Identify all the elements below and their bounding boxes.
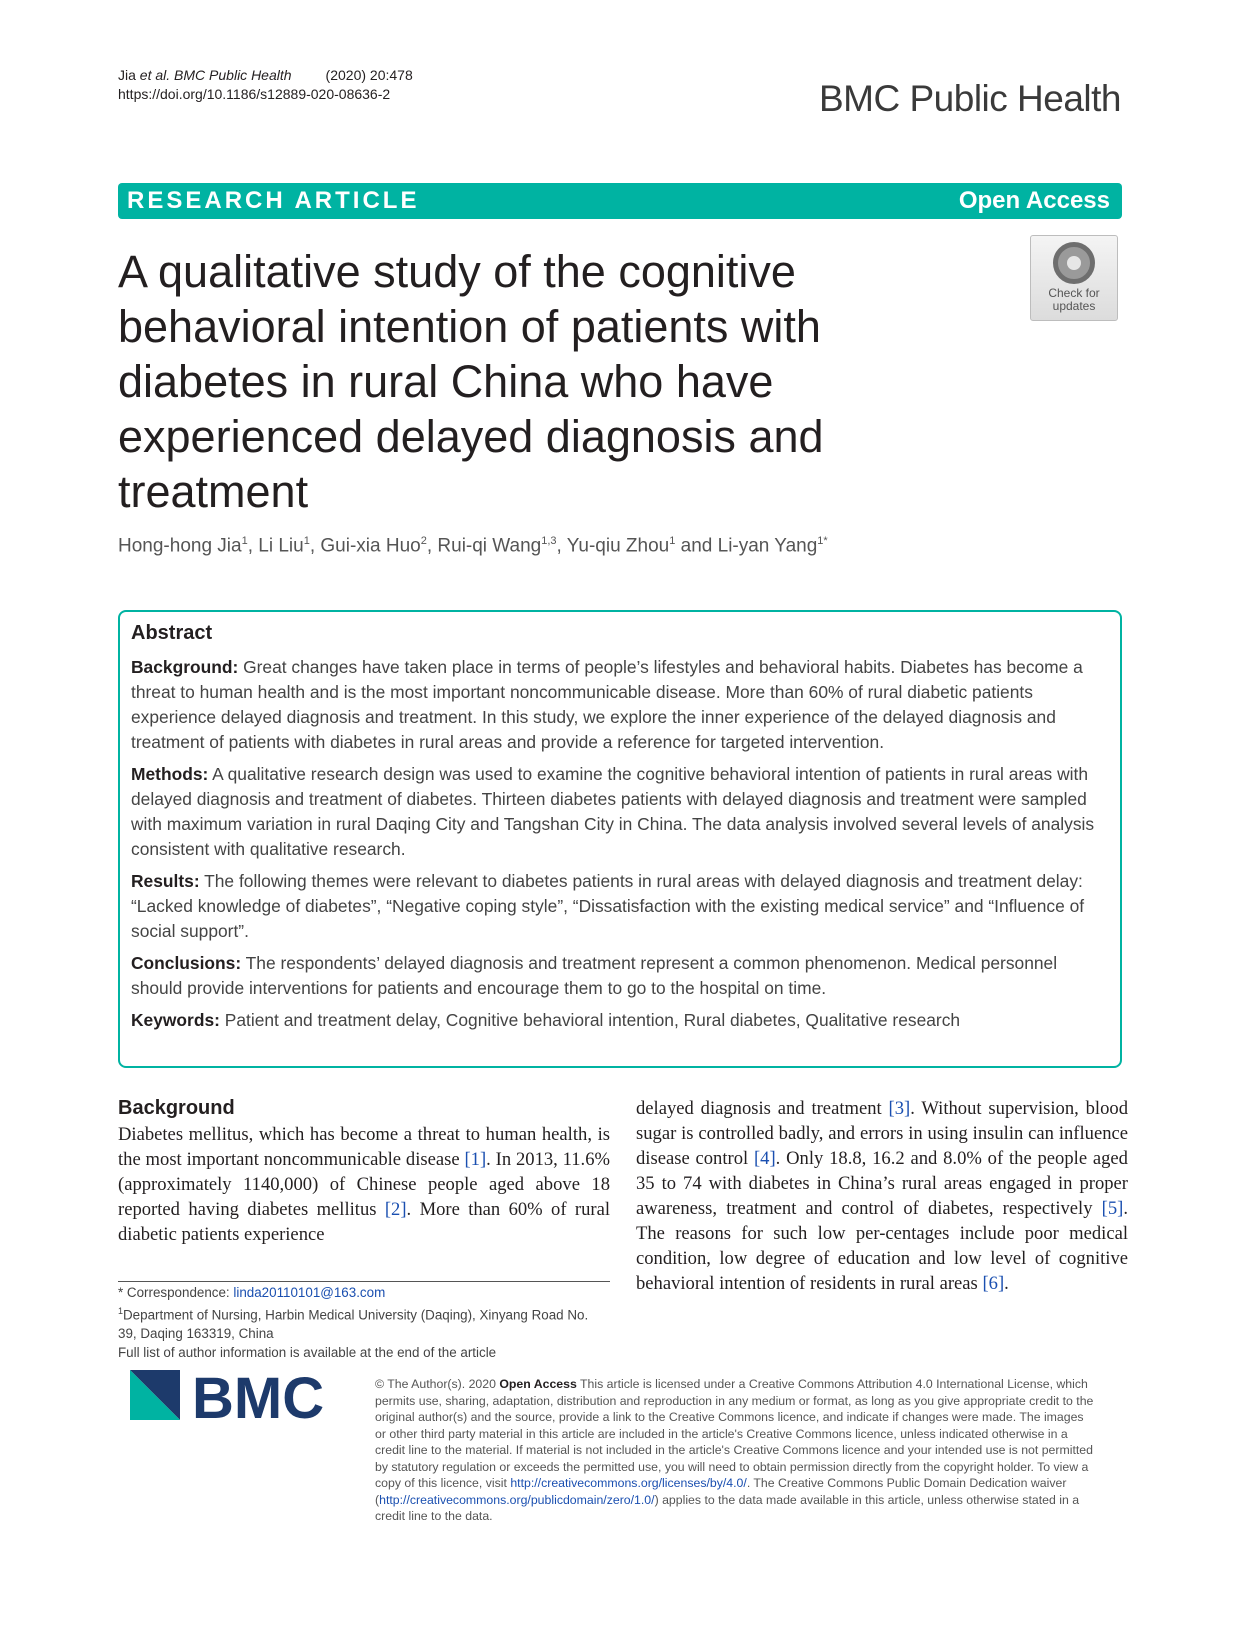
abstract-background [131,655,1109,755]
affiliation-number: 1 [118,1306,124,1316]
author-name: Li-yan Yang [717,535,818,557]
article-title: A qualitative study of the cognitive behavioral intention of patients with diabetes in rural China who have experienced delayed diagnosis and treatment [118,246,824,517]
abstract-section-text: The respondents’ delayed diagnosis and treatment represent a common phenomenon. Medical personnel should provide interventions for patients and encourage them to go to the hospital on time. [131,953,1058,998]
citation-ref-link[interactable]: [6] [982,1273,1005,1294]
author-affiliation: 1* [817,535,828,547]
author-affiliation: 1 [669,535,676,547]
body-text-run: . The reasons for such low per-centages include poor medical condition, low degree of education and low level of cognitive behavioral intention of residents in rural areas [636,1198,1128,1294]
license-copyright: © The Author(s). 2020 [375,1377,500,1391]
author-name: Yu-qiu Zhou [566,535,670,557]
body-text-run: Diabetes mellitus, which has become a threat to human health, is the most important noncommunicable disease [118,1124,610,1170]
footnotes [118,1283,610,1362]
author-name: Gui-xia Huo [320,535,421,557]
abstract-section-label: Background: [131,657,239,677]
author-affiliation: 1 [303,535,310,547]
license-text-3: ) applies to the data made available in this article, unless otherwise stated in a credit line to the data. [375,1492,1080,1523]
citation-ref-link[interactable]: [1] [464,1149,487,1170]
author-list [118,535,828,557]
correspondence-label: * Correspondence: [118,1285,234,1300]
author-separator: , [247,535,259,557]
article-type-banner [118,183,1122,219]
abstract-section-label: Results: [131,871,200,891]
body-text-run: . Only 18.8, 16.2 and 8.0% of the people aged 35 to 74 with diabetes in China’s rural areas engaged in proper awareness, treatment and control of diabetes, respectively [636,1148,1128,1219]
body-column-right [636,1096,1128,1296]
abstract-section-label: Keywords: [131,1010,220,1030]
abstract-section-text: A qualitative research design was used to examine the cognitive behavioral intention of patients in rural areas with delayed diagnosis and treatment of diabetes. Thirteen diabetes patients with delayed diagnosis and treatment were sampled with maximum variation in rural Daqing City and Tangshan City in China. The data analysis involved several levels of analysis consistent with qualitative research. [131,764,1095,859]
abstract-section-text: Great changes have taken place in terms of people’s lifestyles and behavioral habits. Diabetes has become a threat to human health and is the most important noncommunicable disease. More than 60% of rural diabetic patients experience delayed diagnosis and treatment. In this study, we explore the inner experience of the delayed diagnosis and treatment of patients with diabetes in rural areas and provide a reference for targeted intervention. [131,657,1083,752]
citation-ref-link[interactable]: [2] [384,1199,407,1220]
check-for-updates-line1: Check for [1048,286,1100,300]
license-text-2: . The Creative Commons Public Domain Dedication waiver ( [375,1476,1067,1507]
author-separator: , [426,535,438,557]
body-column-left [118,1096,610,1247]
abstract-keywords [131,1008,1109,1033]
abstract-section-label: Methods: [131,764,209,784]
crossmark-icon [1053,242,1095,284]
license-link-cc-by[interactable]: http://creativecommons.org/licenses/by/4.0/ [510,1476,747,1490]
abstract-results [131,869,1109,944]
check-for-updates-button[interactable] [1030,235,1118,321]
correspondence-email-link[interactable]: linda20110101@163.com [233,1285,386,1300]
author-name: Li Liu [258,535,304,557]
author-info-note: Full list of author information is available at the end of the article [118,1345,497,1361]
bmc-logo [130,1370,350,1426]
article-type-label: RESEARCH ARTICLE [127,187,420,214]
body-text-run: delayed diagnosis and treatment [636,1098,889,1119]
body-text-run: . In 2013, 11.6% (approximately 1140,000) of Chinese people aged above 18 reported having diabetes mellitus [118,1149,610,1220]
citation-etal: et al. [139,67,171,83]
abstract-methods [131,762,1109,862]
abstract-section-text: The following themes were relevant to diabetes patients in rural areas with delayed diagnosis and treatment delay: “Lacked knowledge of diabetes”, “Negative coping style”, “Dissatisfaction with the existing medical service” and “Influence of social support”. [131,871,1085,941]
author-separator: and [675,535,718,557]
author-name: Rui-qi Wang [437,535,542,557]
license-link-cc0[interactable]: http://creativecommons.org/publicdomain/zero/1.0/ [379,1492,655,1507]
citation-line [118,66,413,85]
body-text-run: . More than 60% of rural diabetic patients experience [118,1199,610,1245]
body-paragraph [636,1096,1128,1296]
correspondence-line [118,1283,610,1302]
abstract-section-label: Conclusions: [131,953,242,973]
body-paragraph [118,1122,610,1247]
license-open-access: Open Access [499,1377,577,1391]
abstract-conclusions [131,951,1109,1001]
citation-year: (2020) 20:478 [325,67,413,83]
license-text-1: This article is licensed under a Creative Commons Attribution 4.0 International License, which permits use, sharing, adaptation, distribution and reproduction in any medium or format, as long as you give appropriate credit to the original author(s) and the source, provide a link to the Creative Commons licence, and indicate if changes were made. The images or other third party material in this article are included in the article's Creative Commons licence, unless indicated otherwise in a credit line to the material. If material is not included in the article's Creative Commons licence and your intended use is not permitted by statutory regulation or exceeds the permitted use, you will need to obtain permission directly from the copyright holder. To view a copy of this licence, visit [375,1377,1094,1490]
journal-name: BMC Public Health [818,78,1121,119]
author-affiliation: 1 [241,535,248,547]
author-affiliation: 2 [420,535,427,547]
abstract-heading: Abstract [131,622,213,644]
license-statement [375,1376,1095,1525]
citation-ref-link[interactable]: [5] [1101,1198,1124,1219]
open-access-label: Open Access [958,187,1110,214]
abstract-box [118,610,1122,1068]
author-separator: , [556,535,567,557]
citation-authors: Jia [118,67,140,83]
bmc-logo-text: BMC [192,1370,325,1426]
footnote-divider [118,1281,610,1282]
section-heading-background: Background [118,1097,235,1119]
affiliation-text: Department of Nursing, Harbin Medical University (Daqing), Xinyang Road No. 39, Daqing 163319, China [118,1307,589,1342]
body-text-run: . [1004,1273,1009,1294]
body-text-run: . Without supervision, blood sugar is controlled badly, and errors in using insulin can influence disease control [636,1098,1128,1169]
author-affiliation: 1,3 [541,535,557,547]
abstract-section-text: Patient and treatment delay, Cognitive behavioral intention, Rural diabetes, Qualitative research [219,1010,961,1030]
citation-header [118,66,413,104]
author-separator: , [309,535,321,557]
doi-link[interactable]: https://doi.org/10.1186/s12889-020-08636-2 [118,86,391,102]
author-name: Hong-hong Jia [118,535,242,557]
check-for-updates-line2: updates [1052,299,1096,313]
citation-ref-link[interactable]: [3] [888,1098,911,1119]
affiliation-line [118,1302,610,1343]
citation-ref-link[interactable]: [4] [753,1148,776,1169]
citation-journal: BMC Public Health [170,67,292,83]
